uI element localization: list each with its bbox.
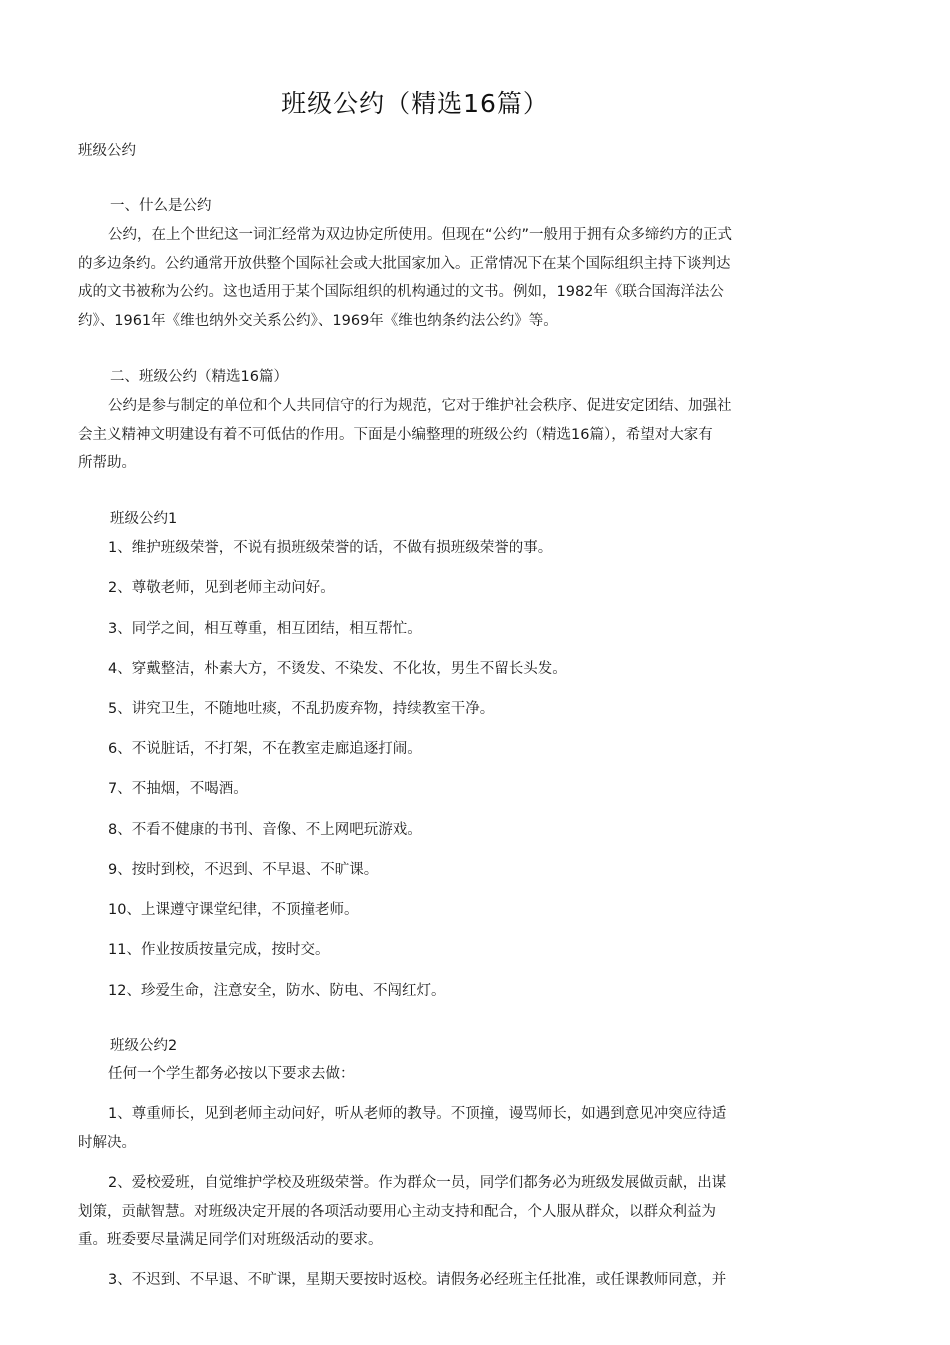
- section-1-paragraph: [78, 221, 778, 335]
- section-heading-2: 二、班级公约（精选16篇）: [110, 369, 288, 385]
- list-item: 2、尊敬老师，见到老师主动问好。: [108, 580, 335, 596]
- list-item: 4、穿戴整洁，朴素大方，不烫发、不染发、不化妆，男生不留长头发。: [108, 661, 567, 677]
- convention-1-heading: 班级公约1: [110, 511, 178, 527]
- convention-2-item-3: [78, 1266, 778, 1295]
- paragraph-line: 3、不迟到、不早退、不旷课，星期天要按时返校。请假务必经班主任批准，或任课教师同意，并: [108, 1272, 727, 1288]
- section-2-paragraph: [78, 392, 778, 478]
- section-heading-1: 一、什么是公约: [110, 198, 212, 214]
- paragraph-line: 划策，贡献智慧。对班级决定开展的各项活动要用心主动支持和配合，个人服从群众，以群众利益为: [78, 1203, 716, 1220]
- list-item: 9、按时到校，不迟到、不早退、不旷课。: [108, 862, 379, 878]
- list-item: 8、不看不健康的书刊、音像、不上网吧玩游戏。: [108, 822, 422, 838]
- paragraph-line: 时解决。: [78, 1134, 136, 1151]
- convention-2-item-2: [78, 1169, 778, 1255]
- list-item: 7、不抽烟，不喝酒。: [108, 781, 248, 797]
- paragraph-line: 的多边条约。公约通常开放供整个国际社会或大批国家加入。正常情况下在某个国际组织主持下谈判达: [78, 255, 731, 272]
- convention-2-item-1: [78, 1100, 778, 1157]
- document-title: 班级公约（精选16篇）: [281, 89, 549, 118]
- paragraph-line: 1、尊重师长，见到老师主动问好，听从老师的教导。不顶撞，谩骂师长，如遇到意见冲突应待适: [108, 1106, 727, 1122]
- list-item: 10、上课遵守课堂纪律，不顶撞老师。: [108, 902, 359, 918]
- paragraph-line: 所帮助。: [78, 455, 136, 471]
- paragraph-line: 约》、1961年《维也纳外交关系公约》、1969年《维也纳条约法公约》等。: [78, 312, 558, 329]
- paragraph-line: 2、爱校爱班，自觉维护学校及班级荣誉。作为群众一员，同学们都务必为班级发展做贡献，出谋: [108, 1175, 727, 1191]
- document-subtitle: 班级公约: [78, 143, 136, 159]
- list-item: 11、作业按质按量完成，按时交。: [108, 942, 330, 958]
- paragraph-line: 会主义精神文明建设有着不可低估的作用。下面是小编整理的班级公约（精选16篇），希望对大家有: [78, 426, 713, 443]
- paragraph-line: 重。班委要尽量满足同学们对班级活动的要求。: [78, 1232, 383, 1248]
- convention-2-heading: 班级公约2: [110, 1038, 178, 1054]
- paragraph-line: 成的文书被称为公约。这也适用于某个国际组织的机构通过的文书。例如，1982年《联合国海洋法公: [78, 284, 724, 300]
- list-item: 1、维护班级荣誉，不说有损班级荣誉的话，不做有损班级荣誉的事。: [108, 540, 553, 556]
- convention-2-intro: 任何一个学生都务必按以下要求去做：: [108, 1066, 355, 1082]
- list-item: 12、珍爱生命，注意安全，防水、防电、不闯红灯。: [108, 983, 446, 999]
- paragraph-line: 公约，在上个世纪这一词汇经常为双边协定所使用。但现在“公约”一般用于拥有众多缔约方的正式: [108, 227, 733, 243]
- list-item: 3、同学之间，相互尊重，相互团结，相互帮忙。: [108, 621, 422, 637]
- paragraph-line: 公约是参与制定的单位和个人共同信守的行为规范，它对于维护社会秩序、促进安定团结、加强社: [108, 398, 732, 414]
- list-item: 6、不说脏话，不打架，不在教室走廊追逐打闹。: [108, 741, 422, 757]
- list-item: 5、讲究卫生，不随地吐痰，不乱扔废弃物，持续教室干净。: [108, 701, 495, 717]
